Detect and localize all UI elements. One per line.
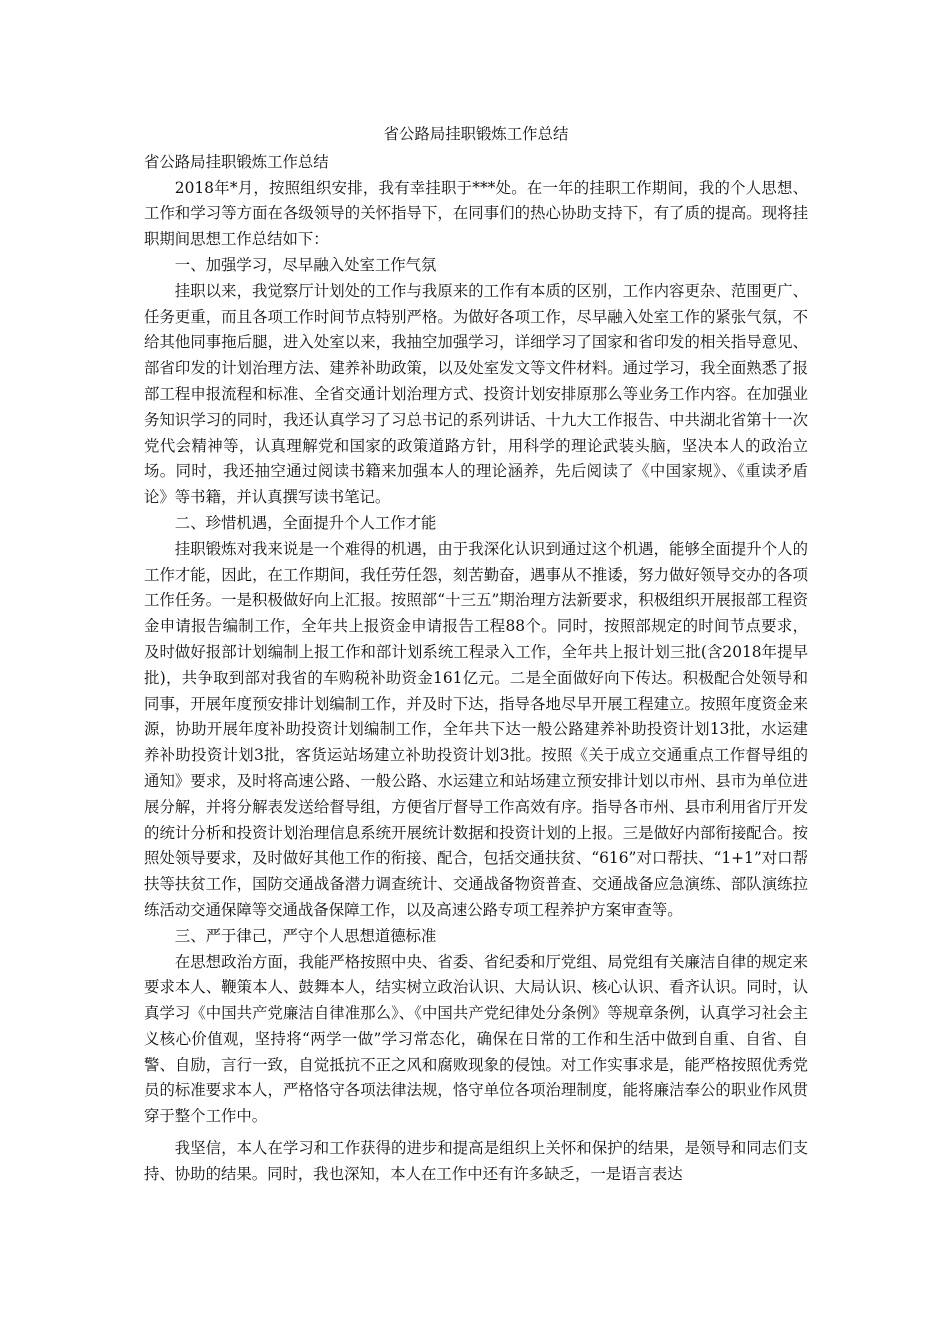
section-heading-2: 二、珍惜机遇，全面提升个人工作才能	[174, 513, 437, 532]
document-page	[144, 122, 808, 1188]
intro-paragraph: 2018年*月，按照组织安排，我有幸挂职于***处。在一年的挂职工作期间，我的个人思想、工作和学习等方面在各级领导的关怀指导下，在同事们的热心协助支持下，有了质的提高。现将挂职期间思想工作总结如下：	[144, 178, 808, 249]
section-heading-3: 三、严于律己，严守个人思想道德标准	[174, 926, 437, 945]
section-body-3: 在思想政治方面，我能严格按照中央、省委、省纪委和厅党组、局党组有关廉洁自律的规定来要求本人、鞭策本人、鼓舞本人，结实树立政治认识、大局认识、核心认识、看齐认识。同时，认真学习《中国共产党廉洁自律准那么》、《中国共产党纪律处分条例》等规章条例，认真学习社会主义核心价值观，坚持将“两学一做”学习常态化，确保在日常的工作和生活中做到自重、自省、自警、自励，言行一致，自觉抵抗不正之风和腐败现象的侵蚀。对工作实事求是，能严格按照优秀党员的标准要求本人，严格恪守各项法律法规，恪守单位各项治理制度，能将廉洁奉公的职业作风贯穿于整个工作中。	[144, 952, 808, 1126]
section-heading-1: 一、加强学习，尽早融入处室工作气氛	[174, 255, 437, 274]
document-title: 省公路局挂职锻炼工作总结	[383, 125, 569, 143]
section-body-1: 挂职以来，我觉察厅计划处的工作与我原来的工作有本质的区别，工作内容更杂、范围更广、任务更重，而且各项工作时间节点特别严格。为做好各项工作，尽早融入处室工作的紧张气氛，不给其他同事拖后腿，进入处室以来，我抽空加强学习，详细学习了国家和省印发的相关指导意见、部省印发的计划治理方法、建养补助政策，以及处室发文等文件材料。通过学习，我全面熟悉了报部工程申报流程和标准、全省交通计划治理方式、投资计划安排原那么等业务工作内容。在加强业务知识学习的同时，我还认真学习了习总书记的系列讲话、十九大工作报告、中共湖北省第十一次党代会精神等，认真理解党和国家的政策道路方针，用科学的理论武装头脑，坚决本人的政治立场。同时，我还抽空通过阅读书籍来加强本人的理论涵养，先后阅读了《中国家规》、《重读矛盾论》等书籍，并认真撰写读书笔记。	[144, 281, 808, 507]
section-body-2: 挂职锻炼对我来说是一个难得的机遇，由于我深化认识到通过这个机遇，能够全面提升个人的工作才能，因此，在工作期间，我任劳任怨，刻苦勤奋，遇事从不推诿，努力做好领导交办的各项工作任务。一是积极做好向上汇报。按照部“十三五”期治理方法新要求，积极组织开展报部工程资金申请报告编制工作，全年共上报资金申请报告工程88个。同时，按照部规定的时间节点要求，及时做好报部计划编制上报工作和部计划系统工程录入工作，全年共上报计划三批(含2018年提早批)，共争取到部对我省的车购税补助资金161亿元。二是全面做好向下传达。积极配合处领导和同事，开展年度预安排计划编制工作，并及时下达，指导各地尽早开展工程建立。按照年度资金来源，协助开展年度补助投资计划编制工作，全年共下达一般公路建养补助投资计划13批，水运建养补助投资计划3批，客货运站场建立补助投资计划3批。按照《关于成立交通重点工作督导组的通知》要求，及时将高速公路、一般公路、水运建立和站场建立预安排计划以市州、县市为单位进展分解，并将分解表发送给督导组，方便省厅督导工作高效有序。指导各市州、县市利用省厅开发的统计分析和投资计划治理信息系统开展统计数据和投资计划的上报。三是做好内部衔接配合。按照处领导要求，及时做好其他工作的衔接、配合，包括交通扶贫、“616”对口帮扶、“1+1”对口帮扶等扶贫工作，国防交通战备潜力调查统计、交通战备物资普查、交通战备应急演练、部队演练拉练活动交通保障等交通战备保障工作，以及高速公路专项工程养护方案审查等。	[144, 539, 808, 919]
document-subtitle: 省公路局挂职锻炼工作总结	[144, 152, 329, 171]
closing-paragraph: 我坚信，本人在学习和工作获得的进步和提高是组织上关怀和保护的结果，是领导和同志们支持、协助的结果。同时，我也深知，本人在工作中还有许多缺乏，一是语言表达	[144, 1139, 808, 1183]
